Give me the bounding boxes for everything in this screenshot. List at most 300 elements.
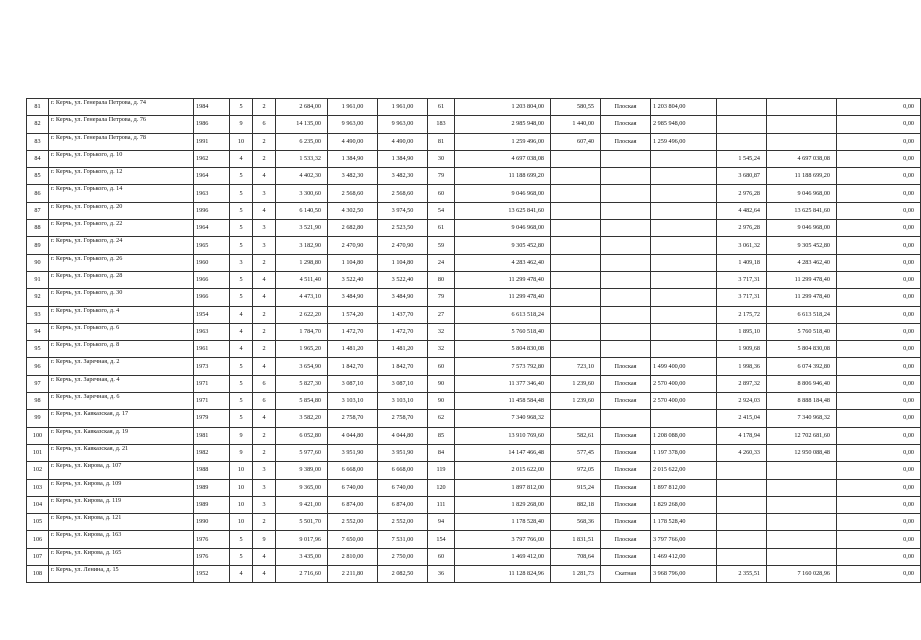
cell-construction-year: 1960 <box>194 254 230 271</box>
cell-construction-year: 1973 <box>194 358 230 375</box>
cell-roof-area <box>551 323 601 340</box>
cell-floors: 5 <box>230 531 253 548</box>
cell-roof-type: Скатная <box>601 566 651 583</box>
cell-balance: 0,00 <box>837 99 921 116</box>
cell-construction-year: 1984 <box>194 99 230 116</box>
cell-total-cost: 7 573 792,80 <box>455 358 551 375</box>
cell-balance: 0,00 <box>837 566 921 583</box>
cell-total-area: 1 533,32 <box>276 150 328 167</box>
cell-facade-area <box>717 496 767 513</box>
cell-residential-area: 4 490,00 <box>328 133 378 150</box>
cell-roof-cost: 2 015 622,00 <box>651 462 717 479</box>
cell-private-area: 7 531,00 <box>378 531 428 548</box>
cell-roof-area <box>551 410 601 427</box>
table-row <box>27 168 921 185</box>
cell-residential-area: 2 552,00 <box>328 514 378 531</box>
cell-roof-type <box>601 237 651 254</box>
cell-row-number: 93 <box>27 306 49 323</box>
cell-floors: 5 <box>230 220 253 237</box>
cell-residents: 154 <box>428 531 455 548</box>
cell-roof-area <box>551 271 601 288</box>
cell-total-cost: 3 797 766,00 <box>455 531 551 548</box>
cell-floors: 5 <box>230 185 253 202</box>
cell-total-area: 4 511,40 <box>276 271 328 288</box>
cell-balance: 0,00 <box>837 133 921 150</box>
cell-construction-year: 1979 <box>194 410 230 427</box>
cell-residents: 60 <box>428 358 455 375</box>
cell-row-number: 82 <box>27 116 49 133</box>
cell-row-number: 86 <box>27 185 49 202</box>
cell-entrances: 2 <box>253 306 276 323</box>
cell-entrances: 6 <box>253 375 276 392</box>
cell-address: г. Керчь, ул. Горького, д. 4 <box>49 306 194 323</box>
cell-private-area: 2 552,00 <box>378 514 428 531</box>
cell-roof-cost: 1 178 528,40 <box>651 514 717 531</box>
cell-residential-area: 3 484,90 <box>328 289 378 306</box>
cell-roof-type <box>601 168 651 185</box>
cell-entrances: 3 <box>253 185 276 202</box>
cell-roof-area: 1 281,73 <box>551 566 601 583</box>
cell-roof-cost <box>651 323 717 340</box>
cell-row-number: 88 <box>27 220 49 237</box>
table-row <box>27 427 921 444</box>
cell-roof-area: 882,18 <box>551 496 601 513</box>
cell-facade-cost <box>767 514 837 531</box>
table-row <box>27 358 921 375</box>
cell-row-number: 100 <box>27 427 49 444</box>
cell-floors: 9 <box>230 427 253 444</box>
cell-total-cost: 1 897 812,00 <box>455 479 551 496</box>
cell-floors: 5 <box>230 271 253 288</box>
cell-roof-type: Плоская <box>601 99 651 116</box>
cell-facade-area <box>717 531 767 548</box>
cell-balance: 0,00 <box>837 323 921 340</box>
cell-facade-area <box>717 99 767 116</box>
cell-total-area: 9 389,00 <box>276 462 328 479</box>
cell-entrances: 4 <box>253 202 276 219</box>
cell-row-number: 106 <box>27 531 49 548</box>
cell-roof-cost <box>651 271 717 288</box>
cell-roof-type <box>601 323 651 340</box>
cell-total-area: 5 501,70 <box>276 514 328 531</box>
cell-residents: 79 <box>428 168 455 185</box>
cell-facade-area: 1 998,36 <box>717 358 767 375</box>
table-row <box>27 254 921 271</box>
cell-roof-cost <box>651 237 717 254</box>
cell-total-cost: 5 804 830,08 <box>455 341 551 358</box>
table-row <box>27 185 921 202</box>
cell-roof-type: Плоская <box>601 393 651 410</box>
cell-entrances: 3 <box>253 479 276 496</box>
cell-total-cost: 9 305 452,80 <box>455 237 551 254</box>
cell-facade-cost: 11 299 478,40 <box>767 271 837 288</box>
cell-total-area: 3 582,20 <box>276 410 328 427</box>
cell-total-cost: 11 458 584,48 <box>455 393 551 410</box>
cell-facade-cost: 6 613 518,24 <box>767 306 837 323</box>
cell-private-area: 1 384,90 <box>378 150 428 167</box>
cell-roof-area: 1 239,60 <box>551 375 601 392</box>
cell-balance: 0,00 <box>837 427 921 444</box>
cell-entrances: 2 <box>253 427 276 444</box>
cell-total-cost: 11 188 699,20 <box>455 168 551 185</box>
cell-floors: 5 <box>230 168 253 185</box>
cell-roof-area <box>551 237 601 254</box>
cell-roof-area <box>551 168 601 185</box>
cell-residents: 111 <box>428 496 455 513</box>
cell-balance: 0,00 <box>837 358 921 375</box>
cell-total-area: 3 521,90 <box>276 220 328 237</box>
cell-roof-cost: 1 197 378,00 <box>651 444 717 461</box>
cell-residents: 80 <box>428 271 455 288</box>
cell-residential-area: 6 874,00 <box>328 496 378 513</box>
cell-roof-type: Плоская <box>601 444 651 461</box>
cell-floors: 5 <box>230 375 253 392</box>
cell-address: г. Керчь, ул. Горького, д. 14 <box>49 185 194 202</box>
cell-balance: 0,00 <box>837 220 921 237</box>
cell-residential-area: 1 472,70 <box>328 323 378 340</box>
cell-private-area: 3 087,10 <box>378 375 428 392</box>
cell-row-number: 98 <box>27 393 49 410</box>
cell-residential-area: 1 384,90 <box>328 150 378 167</box>
cell-residents: 54 <box>428 202 455 219</box>
cell-total-area: 14 135,00 <box>276 116 328 133</box>
cell-roof-type <box>601 341 651 358</box>
cell-roof-area <box>551 185 601 202</box>
cell-roof-area <box>551 254 601 271</box>
cell-residential-area: 2 682,80 <box>328 220 378 237</box>
cell-entrances: 2 <box>253 99 276 116</box>
cell-row-number: 95 <box>27 341 49 358</box>
cell-roof-type <box>601 202 651 219</box>
table-row <box>27 410 921 427</box>
cell-private-area: 1 437,70 <box>378 306 428 323</box>
cell-total-cost: 1 203 804,00 <box>455 99 551 116</box>
cell-address: г. Керчь, ул. Горького, д. 26 <box>49 254 194 271</box>
cell-address: г. Керчь, ул. Горького, д. 22 <box>49 220 194 237</box>
cell-floors: 10 <box>230 496 253 513</box>
cell-construction-year: 1966 <box>194 289 230 306</box>
cell-roof-area: 1 440,00 <box>551 116 601 133</box>
cell-construction-year: 1990 <box>194 514 230 531</box>
cell-address: г. Керчь, ул. Горького, д. 10 <box>49 150 194 167</box>
cell-roof-area: 582,61 <box>551 427 601 444</box>
cell-roof-type: Плоская <box>601 358 651 375</box>
cell-total-area: 1 784,70 <box>276 323 328 340</box>
cell-roof-area: 1 831,51 <box>551 531 601 548</box>
cell-entrances: 4 <box>253 289 276 306</box>
cell-facade-cost: 5 760 518,40 <box>767 323 837 340</box>
cell-balance: 0,00 <box>837 496 921 513</box>
cell-row-number: 97 <box>27 375 49 392</box>
cell-floors: 5 <box>230 289 253 306</box>
cell-roof-type: Плоская <box>601 548 651 565</box>
table-row <box>27 462 921 479</box>
cell-address: г. Керчь, ул. Кирова, д. 119 <box>49 496 194 513</box>
cell-residential-area: 2 211,80 <box>328 566 378 583</box>
cell-facade-cost <box>767 116 837 133</box>
cell-facade-cost <box>767 99 837 116</box>
cell-total-area: 2 716,60 <box>276 566 328 583</box>
cell-private-area: 2 470,90 <box>378 237 428 254</box>
table-row <box>27 133 921 150</box>
cell-residents: 59 <box>428 237 455 254</box>
cell-roof-cost <box>651 150 717 167</box>
cell-facade-area: 2 355,51 <box>717 566 767 583</box>
cell-facade-area <box>717 116 767 133</box>
cell-floors: 3 <box>230 254 253 271</box>
cell-roof-area: 708,64 <box>551 548 601 565</box>
cell-total-area: 9 365,00 <box>276 479 328 496</box>
cell-roof-type <box>601 306 651 323</box>
cell-row-number: 101 <box>27 444 49 461</box>
cell-construction-year: 1986 <box>194 116 230 133</box>
cell-residential-area: 4 302,50 <box>328 202 378 219</box>
cell-residential-area: 1 481,20 <box>328 341 378 358</box>
cell-entrances: 6 <box>253 116 276 133</box>
cell-total-area: 1 298,80 <box>276 254 328 271</box>
cell-roof-area: 577,45 <box>551 444 601 461</box>
cell-address: г. Керчь, ул. Горького, д. 12 <box>49 168 194 185</box>
cell-facade-cost: 13 625 841,60 <box>767 202 837 219</box>
cell-total-cost: 11 377 346,40 <box>455 375 551 392</box>
cell-facade-area: 4 178,94 <box>717 427 767 444</box>
cell-total-cost: 4 697 038,08 <box>455 150 551 167</box>
cell-facade-area <box>717 514 767 531</box>
cell-residents: 27 <box>428 306 455 323</box>
cell-facade-area: 2 976,28 <box>717 220 767 237</box>
cell-roof-area <box>551 306 601 323</box>
cell-construction-year: 1962 <box>194 150 230 167</box>
cell-facade-area: 3 717,31 <box>717 289 767 306</box>
cell-row-number: 102 <box>27 462 49 479</box>
cell-roof-area: 915,24 <box>551 479 601 496</box>
cell-facade-cost: 6 074 392,80 <box>767 358 837 375</box>
cell-roof-type: Плоская <box>601 133 651 150</box>
cell-entrances: 3 <box>253 220 276 237</box>
cell-total-area: 3 435,00 <box>276 548 328 565</box>
cell-balance: 0,00 <box>837 375 921 392</box>
cell-roof-area <box>551 341 601 358</box>
cell-facade-cost <box>767 531 837 548</box>
cell-row-number: 107 <box>27 548 49 565</box>
cell-roof-cost: 1 829 268,00 <box>651 496 717 513</box>
cell-private-area: 3 482,30 <box>378 168 428 185</box>
table-row <box>27 220 921 237</box>
cell-construction-year: 1989 <box>194 479 230 496</box>
cell-total-cost: 1 469 412,00 <box>455 548 551 565</box>
cell-roof-cost: 1 259 496,00 <box>651 133 717 150</box>
cell-residents: 90 <box>428 375 455 392</box>
cell-row-number: 90 <box>27 254 49 271</box>
cell-private-area: 1 472,70 <box>378 323 428 340</box>
cell-total-cost: 13 625 841,60 <box>455 202 551 219</box>
cell-total-area: 4 402,30 <box>276 168 328 185</box>
cell-roof-cost: 1 897 812,00 <box>651 479 717 496</box>
cell-construction-year: 1971 <box>194 375 230 392</box>
cell-facade-cost: 11 299 478,40 <box>767 289 837 306</box>
cell-total-area: 5 977,60 <box>276 444 328 461</box>
cell-row-number: 81 <box>27 99 49 116</box>
cell-construction-year: 1976 <box>194 548 230 565</box>
table-row <box>27 479 921 496</box>
cell-floors: 4 <box>230 566 253 583</box>
cell-roof-area <box>551 289 601 306</box>
cell-floors: 5 <box>230 202 253 219</box>
cell-construction-year: 1954 <box>194 306 230 323</box>
cell-roof-area: 607,40 <box>551 133 601 150</box>
cell-private-area: 6 668,00 <box>378 462 428 479</box>
cell-construction-year: 1963 <box>194 323 230 340</box>
table-row <box>27 444 921 461</box>
cell-total-cost: 14 147 466,48 <box>455 444 551 461</box>
cell-construction-year: 1965 <box>194 237 230 254</box>
cell-address: г. Керчь, ул. Кавказская, д. 19 <box>49 427 194 444</box>
cell-total-cost: 6 613 518,24 <box>455 306 551 323</box>
cell-private-area: 3 974,50 <box>378 202 428 219</box>
table-row <box>27 116 921 133</box>
cell-total-area: 2 622,20 <box>276 306 328 323</box>
cell-roof-cost: 2 570 400,00 <box>651 375 717 392</box>
cell-address: г. Керчь, ул. Кирова, д. 109 <box>49 479 194 496</box>
cell-facade-cost: 11 188 699,20 <box>767 168 837 185</box>
cell-total-cost: 1 259 496,00 <box>455 133 551 150</box>
cell-roof-cost <box>651 289 717 306</box>
cell-private-area: 2 523,50 <box>378 220 428 237</box>
cell-facade-area: 4 260,33 <box>717 444 767 461</box>
table-row <box>27 271 921 288</box>
cell-residents: 120 <box>428 479 455 496</box>
cell-balance: 0,00 <box>837 479 921 496</box>
table-row <box>27 393 921 410</box>
table-row <box>27 99 921 116</box>
cell-roof-type <box>601 150 651 167</box>
cell-total-cost: 2 015 622,00 <box>455 462 551 479</box>
cell-roof-cost: 2 570 400,00 <box>651 393 717 410</box>
cell-facade-cost <box>767 462 837 479</box>
cell-residential-area: 3 951,90 <box>328 444 378 461</box>
cell-facade-cost: 8 888 184,48 <box>767 393 837 410</box>
cell-residents: 24 <box>428 254 455 271</box>
cell-total-area: 5 827,30 <box>276 375 328 392</box>
cell-floors: 4 <box>230 306 253 323</box>
cell-roof-type <box>601 254 651 271</box>
cell-entrances: 2 <box>253 514 276 531</box>
cell-facade-cost: 12 702 681,60 <box>767 427 837 444</box>
cell-entrances: 3 <box>253 462 276 479</box>
table-row <box>27 566 921 583</box>
cell-construction-year: 1989 <box>194 496 230 513</box>
cell-construction-year: 1982 <box>194 444 230 461</box>
cell-residents: 81 <box>428 133 455 150</box>
cell-total-cost: 1 829 268,00 <box>455 496 551 513</box>
cell-private-area: 6 740,00 <box>378 479 428 496</box>
cell-total-area: 1 965,20 <box>276 341 328 358</box>
cell-total-area: 5 854,80 <box>276 393 328 410</box>
cell-facade-cost: 4 697 038,08 <box>767 150 837 167</box>
cell-roof-type <box>601 410 651 427</box>
cell-private-area: 1 842,70 <box>378 358 428 375</box>
cell-balance: 0,00 <box>837 306 921 323</box>
cell-balance: 0,00 <box>837 393 921 410</box>
cell-address: г. Керчь, ул. Заречная, д. 4 <box>49 375 194 392</box>
cell-private-area: 1 961,00 <box>378 99 428 116</box>
cell-roof-cost: 1 208 088,00 <box>651 427 717 444</box>
cell-total-cost: 9 046 968,00 <box>455 185 551 202</box>
cell-address: г. Керчь, ул. Кирова, д. 165 <box>49 548 194 565</box>
cell-residents: 60 <box>428 185 455 202</box>
cell-floors: 4 <box>230 341 253 358</box>
cell-entrances: 2 <box>253 150 276 167</box>
cell-balance: 0,00 <box>837 514 921 531</box>
cell-entrances: 4 <box>253 410 276 427</box>
cell-floors: 5 <box>230 548 253 565</box>
cell-address: г. Керчь, ул. Генерала Петрова, д. 74 <box>49 99 194 116</box>
cell-roof-cost <box>651 185 717 202</box>
cell-row-number: 94 <box>27 323 49 340</box>
cell-entrances: 2 <box>253 254 276 271</box>
cell-balance: 0,00 <box>837 116 921 133</box>
cell-private-area: 9 963,00 <box>378 116 428 133</box>
cell-entrances: 4 <box>253 358 276 375</box>
cell-total-area: 3 182,90 <box>276 237 328 254</box>
table-row <box>27 341 921 358</box>
cell-row-number: 105 <box>27 514 49 531</box>
cell-total-area: 4 473,10 <box>276 289 328 306</box>
table-row <box>27 150 921 167</box>
cell-facade-cost: 9 305 452,80 <box>767 237 837 254</box>
cell-roof-area: 580,55 <box>551 99 601 116</box>
cell-total-cost: 4 283 462,40 <box>455 254 551 271</box>
cell-residents: 61 <box>428 220 455 237</box>
cell-roof-area: 723,10 <box>551 358 601 375</box>
cell-roof-area: 972,05 <box>551 462 601 479</box>
cell-roof-area <box>551 220 601 237</box>
cell-roof-cost: 3 968 796,00 <box>651 566 717 583</box>
cell-entrances: 4 <box>253 566 276 583</box>
cell-residents: 60 <box>428 548 455 565</box>
cell-address: г. Керчь, ул. Кавказская, д. 17 <box>49 410 194 427</box>
cell-entrances: 9 <box>253 531 276 548</box>
cell-floors: 10 <box>230 462 253 479</box>
cell-roof-cost: 1 499 400,00 <box>651 358 717 375</box>
cell-total-cost: 9 046 968,00 <box>455 220 551 237</box>
cell-entrances: 4 <box>253 271 276 288</box>
cell-balance: 0,00 <box>837 237 921 254</box>
cell-residents: 183 <box>428 116 455 133</box>
cell-facade-area: 2 976,28 <box>717 185 767 202</box>
cell-construction-year: 1961 <box>194 341 230 358</box>
cell-row-number: 99 <box>27 410 49 427</box>
cell-total-area: 2 684,00 <box>276 99 328 116</box>
cell-residential-area: 1 574,20 <box>328 306 378 323</box>
cell-facade-area <box>717 462 767 479</box>
cell-roof-type <box>601 289 651 306</box>
cell-roof-area <box>551 150 601 167</box>
cell-private-area: 6 874,00 <box>378 496 428 513</box>
cell-residents: 84 <box>428 444 455 461</box>
cell-facade-cost: 7 160 028,96 <box>767 566 837 583</box>
cell-facade-area: 1 895,10 <box>717 323 767 340</box>
cell-address: г. Керчь, ул. Кирова, д. 163 <box>49 531 194 548</box>
cell-private-area: 4 490,00 <box>378 133 428 150</box>
cell-residents: 30 <box>428 150 455 167</box>
cell-address: г. Керчь, ул. Кирова, д. 107 <box>49 462 194 479</box>
cell-roof-type: Плоская <box>601 375 651 392</box>
cell-construction-year: 1991 <box>194 133 230 150</box>
cell-entrances: 3 <box>253 237 276 254</box>
cell-residents: 32 <box>428 341 455 358</box>
cell-facade-area <box>717 548 767 565</box>
